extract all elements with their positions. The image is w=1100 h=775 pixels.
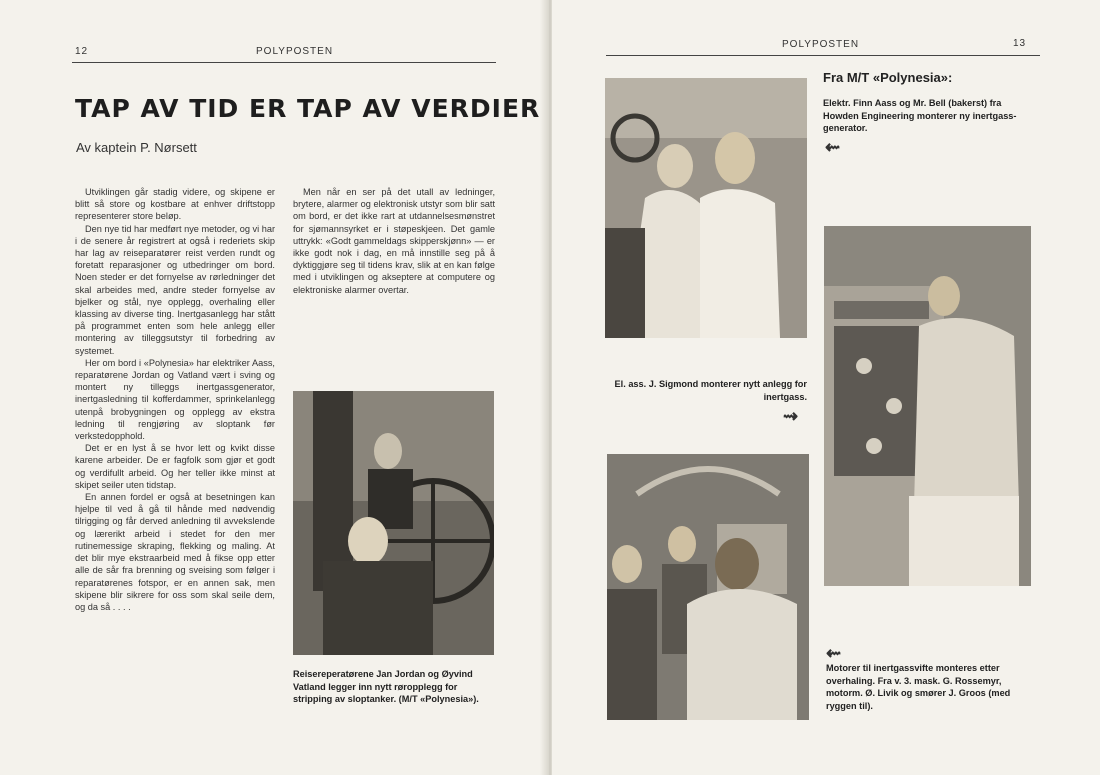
paragraph: Utviklingen går stadig videre, og skipene er blitt så store og kostbare at enhver driftstopp representerer store beløp. (75, 187, 275, 222)
paragraph: Men når en ser på det utall av ledninger, brytere, alarmer og elektronisk utstyr som blir satt om bord, er det ikke rart at utdannelsesmønstret for sjømannsyrket er i støpeskjeen. Det gamle uttrykk: «Godt gammeldags skipperskjønn» — er ikke godt nok i dag, en må innstille seg på å dyktiggjøre seg til tidens krav, slik at en kan følge med i utviklingen og akseptere at computere og elektroniske alarmer overtar. (293, 187, 495, 295)
running-head-left: POLYPOSTEN (256, 46, 334, 57)
paragraph: Det er en lyst å se hvor lett og kvikt disse karene arbeider. De er fagfolk som gjør et godt og verdifullt arbeid. Og her teller ikke minst at skipet seiler uten tidstap. (75, 443, 275, 490)
article-column-1 (75, 186, 275, 613)
left-page (0, 0, 548, 775)
article-byline: Av kaptein P. Nørsett (76, 140, 197, 155)
page-number-left: 12 (75, 46, 89, 57)
article-headline: TAP AV TID ER TAP AV VERDIER (75, 94, 541, 123)
photo-caption-top: Elektr. Finn Aass og Mr. Bell (bakerst) fra Howden Engineering monterer ny inertgass-generator. (823, 98, 1017, 133)
header-rule-right (606, 55, 1040, 56)
paragraph: Her om bord i «Polynesia» har elektriker Aass, reparatørene Jordan og Vatland vært i sving og montert ny tilleggs inertgassgenerator, inertgasledning til kofferdammer, sprinkelanlegg utenpå brobygningen og opplegg av ekstra ledning til rengjøring av sloptank før verkstedopphold. (75, 357, 275, 442)
paragraph: En annen fordel er også at besetningen kan hjelpe til ved å gå til hånde med nødvendig tilrigging og får derved anledning til avvekslende og lærerikt arbeid i stedet for den mer rutinemessige skraping, flekking og maling. At det blir mye ekstraarbeid med å fikse opp etter alle de sår fra brenning og sveising som følger i reparatørenes fotspor, er en annen sak, men skipene blir sikrere for oss som skal seile dem, og da så . . . . (75, 492, 275, 612)
header-rule-left (72, 62, 496, 63)
pointer-right-icon: ⇝ (783, 406, 799, 426)
photo-repairmen-pipe (293, 391, 494, 655)
photo-caption-middle: El. ass. J. Sigmond monterer nytt anlegg for inertgass. (614, 379, 807, 402)
photo-caption-bottom: Motorer til inertgassvifte monteres etter overhaling. Fra v. 3. mask. G. Rossemyr, motorm. Ø. Livik og smører J. Groos (med ryggen til). (826, 663, 1011, 711)
photo-electric-panel (824, 226, 1031, 586)
pointer-left-icon: ⇜ (826, 643, 842, 663)
side-heading: Fra M/T «Polynesia»: (823, 70, 953, 85)
photo-inert-gas-generator (605, 78, 807, 338)
photo-fan-motors (607, 454, 809, 720)
article-column-2 (293, 186, 495, 296)
page-number-right: 13 (1013, 38, 1027, 49)
pointer-left-icon: ⇜ (825, 137, 841, 157)
photo-caption-left: Reisereperatørene Jan Jordan og Øyvind Vatland legger inn nytt røropplegg for stripping av sloptanker. (M/T «Polynesia»). (293, 669, 479, 704)
paragraph: Den nye tid har medført nye metoder, og vi har i de senere år registrert at også i rederiets skip har lag av reiseparatører reist verden rundt og foretatt reparasjoner og utbedringer om bord. Noen steder er det fornyelse av rørledninger det skal arbeides med, andre steder fornyelse av bjelker og stål, nye opplegg, overhaling eller klassing av diverse ting. Inertgasanlegg har stått på programmet enten som hele anlegg eller montering av tilleggsutstyr til forbedring av systemet. (75, 223, 275, 356)
running-head-right: POLYPOSTEN (782, 39, 860, 50)
